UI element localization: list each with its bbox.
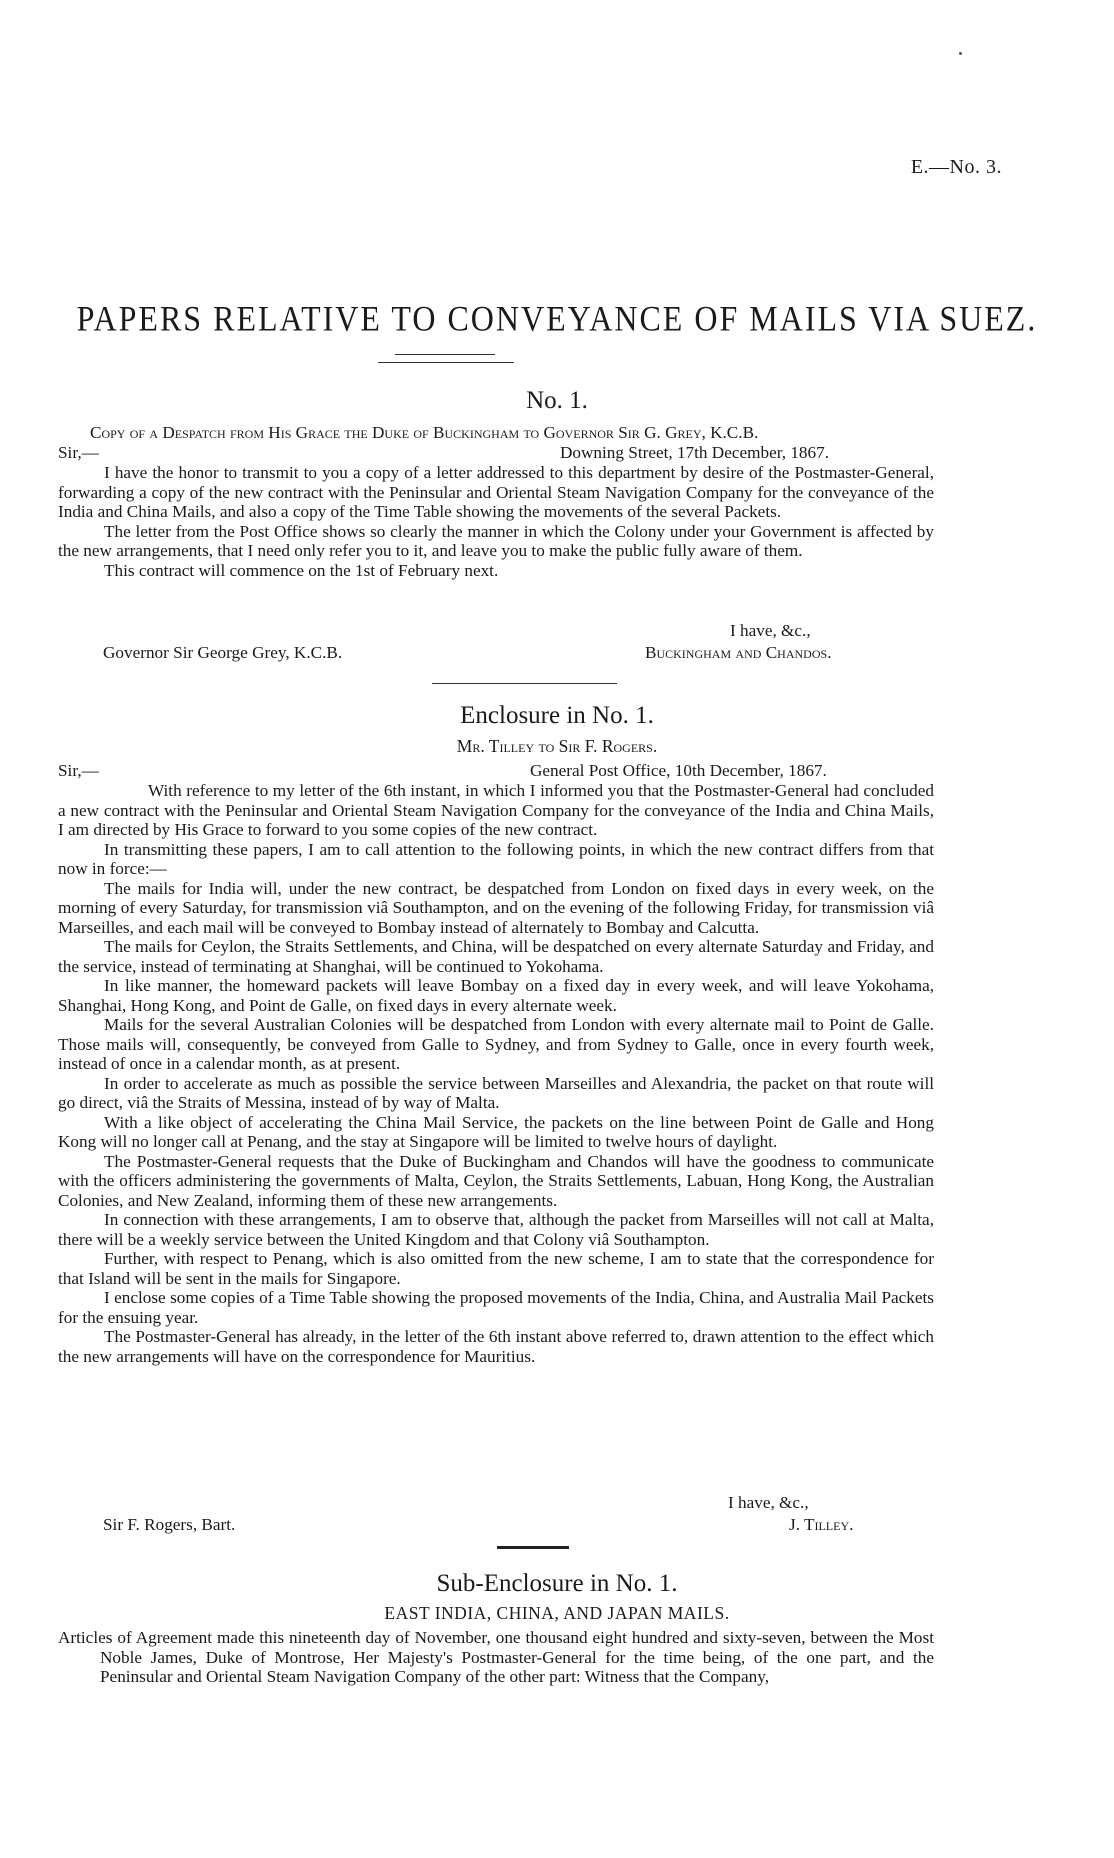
section-divider xyxy=(432,683,617,684)
enclosure-heading: Enclosure in No. 1. xyxy=(460,702,654,729)
enclosure-paragraph: With a like object of accelerating the China Mail Service, the packets on the line between Point de Galle and Hong Kong will no longer call at Penang, and the stay at Singapore will be limited to twelve hours of daylight. xyxy=(58,1112,934,1151)
enclosure-paragraph: In like manner, the homeward packets will leave Bombay on a fixed day in every week, and will leave Yokohama, Shanghai, Hong Kong, and Point de Galle, on fixed days in every alternate week. xyxy=(58,976,934,1015)
enclosure-paragraph: In order to accelerate as much as possible the service between Marseilles and Alexandria, the packet on that route will go direct, viâ the Straits of Messina, instead of by way of Malta. xyxy=(58,1073,934,1112)
enclosure-paragraph: Further, with respect to Penang, which is also omitted from the new scheme, I am to state that the correspondence for that Island will be sent in the mails for Singapore. xyxy=(58,1249,934,1288)
no1-body xyxy=(58,463,934,580)
scan-speck xyxy=(959,52,962,55)
enclosure-paragraph: The Postmaster-General has already, in the letter of the 6th instant above referred to, drawn attention to the effect which the new arrangements will have on the correspondence for Mauritius. xyxy=(58,1327,934,1366)
document-reference: E.—No. 3. xyxy=(910,156,1002,178)
no1-paragraph: The letter from the Post Office shows so clearly the manner in which the Colony under your Government is affected by the new arrangements, that I need only refer you to it, and leave you to make the public fully aware of them. xyxy=(58,521,934,560)
section-heading-no1: No. 1. xyxy=(526,387,588,414)
no1-addressee: Governor Sir George Grey, K.C.B. xyxy=(103,643,343,662)
title-rule-bottom xyxy=(378,362,514,363)
enclosure-paragraph: Mails for the several Australian Colonies will be despatched from London with every alternate mail to Point de Galle. Those mails will, consequently, be conveyed from Galle to Sydney, and from Sydney to Galle, once in every fourth week, instead of once in a calendar month, as at present. xyxy=(58,1015,934,1073)
enclosure-addressee: Sir F. Rogers, Bart. xyxy=(103,1515,236,1534)
enclosure-salutation: Sir,— xyxy=(58,761,99,780)
enclosure-paragraph: The Postmaster-General requests that the Duke of Buckingham and Chandos will have the goodness to communicate with the officers administering the governments of Malta, Ceylon, the Straits Settlements, Labuan, Hong Kong, the Australian Colonies, and New Zealand, informing them of these new arrangements. xyxy=(58,1151,934,1210)
enclosure-place-date: General Post Office, 10th December, 1867. xyxy=(530,761,827,780)
enclosure-paragraph: The mails for India will, under the new contract, be despatched from London on fixed days in every week, on the morning of every Saturday, for transmission viâ Southampton, and on the evening of the following Friday, for transmission viâ Marseilles, and each mail will be conveyed to Bombay instead of alternately to Bombay and Calcutta. xyxy=(58,878,934,937)
no1-salutation: Sir,— xyxy=(58,443,99,462)
document-title: PAPERS RELATIVE TO CONVEYANCE OF MAILS VIA SUEZ. xyxy=(76,297,1038,339)
enclosure-paragraph: With reference to my letter of the 6th instant, in which I informed you that the Postmaster-General had concluded a new contract with the Peninsular and Oriental Steam Navigation Company for the conveyance of the India and China Mails, I am directed by His Grace to forward to you some copies of the new contract. xyxy=(58,781,934,839)
enclosure-paragraph: The mails for Ceylon, the Straits Settlements, and China, will be despatched on every alternate Saturday and Friday, and the service, instead of terminating at Shanghai, will be continued to Yokohama. xyxy=(58,937,934,976)
no1-paragraph: I have the honor to transmit to you a copy of a letter addressed to this department by desire of the Postmaster-General, forwarding a copy of the new contract with the Peninsular and Oriental Steam Navigation Company for the conveyance of the India and China Mails, and also a copy of the Time Table showing the movements of the several Packets. xyxy=(58,463,934,521)
sub-enclosure-heading: Sub-Enclosure in No. 1. xyxy=(436,1570,678,1597)
no1-caption: Copy of a Despatch from His Grace the Duke of Buckingham to Governor Sir G. Grey, K.C.B. xyxy=(90,423,759,442)
title-rule-top xyxy=(395,354,495,355)
articles-of-agreement xyxy=(58,1628,934,1687)
articles-paragraph: Articles of Agreement made this nineteenth day of November, one thousand eight hundred and sixty-seven, between the Most Noble James, Duke of Montrose, Her Majesty's Postmaster-General for the time being, of the one part, and the Peninsular and Oriental Steam Navigation Company of the other part: Witness that the Company, xyxy=(58,1628,934,1686)
enclosure-body xyxy=(58,781,934,1366)
enclosure-paragraph: I enclose some copies of a Time Table showing the proposed movements of the India, China, and Australia Mail Packets for the ensuing year. xyxy=(58,1288,934,1327)
enclosure-signature: J. Tilley. xyxy=(789,1515,854,1534)
no1-paragraph: This contract will commence on the 1st of February next. xyxy=(104,560,499,580)
no1-signature: Buckingham and Chandos. xyxy=(645,643,832,662)
no1-place-date: Downing Street, 17th December, 1867. xyxy=(560,443,829,462)
sub-enclosure-divider xyxy=(497,1546,569,1549)
enclosure-paragraph: In transmitting these papers, I am to call attention to the following points, in which the new contract differs from that now in force:— xyxy=(58,839,934,878)
enclosure-closing: I have, &c., xyxy=(728,1493,809,1512)
enclosure-caption: Mr. Tilley to Sir F. Rogers. xyxy=(456,736,658,756)
sub-enclosure-subheading: EAST INDIA, CHINA, AND JAPAN MAILS. xyxy=(384,1603,730,1623)
enclosure-paragraph: In connection with these arrangements, I am to observe that, although the packet from Marseilles will not call at Malta, there will be a weekly service between the United Kingdom and that Colony viâ Southampton. xyxy=(58,1210,934,1249)
no1-closing: I have, &c., xyxy=(730,621,811,640)
